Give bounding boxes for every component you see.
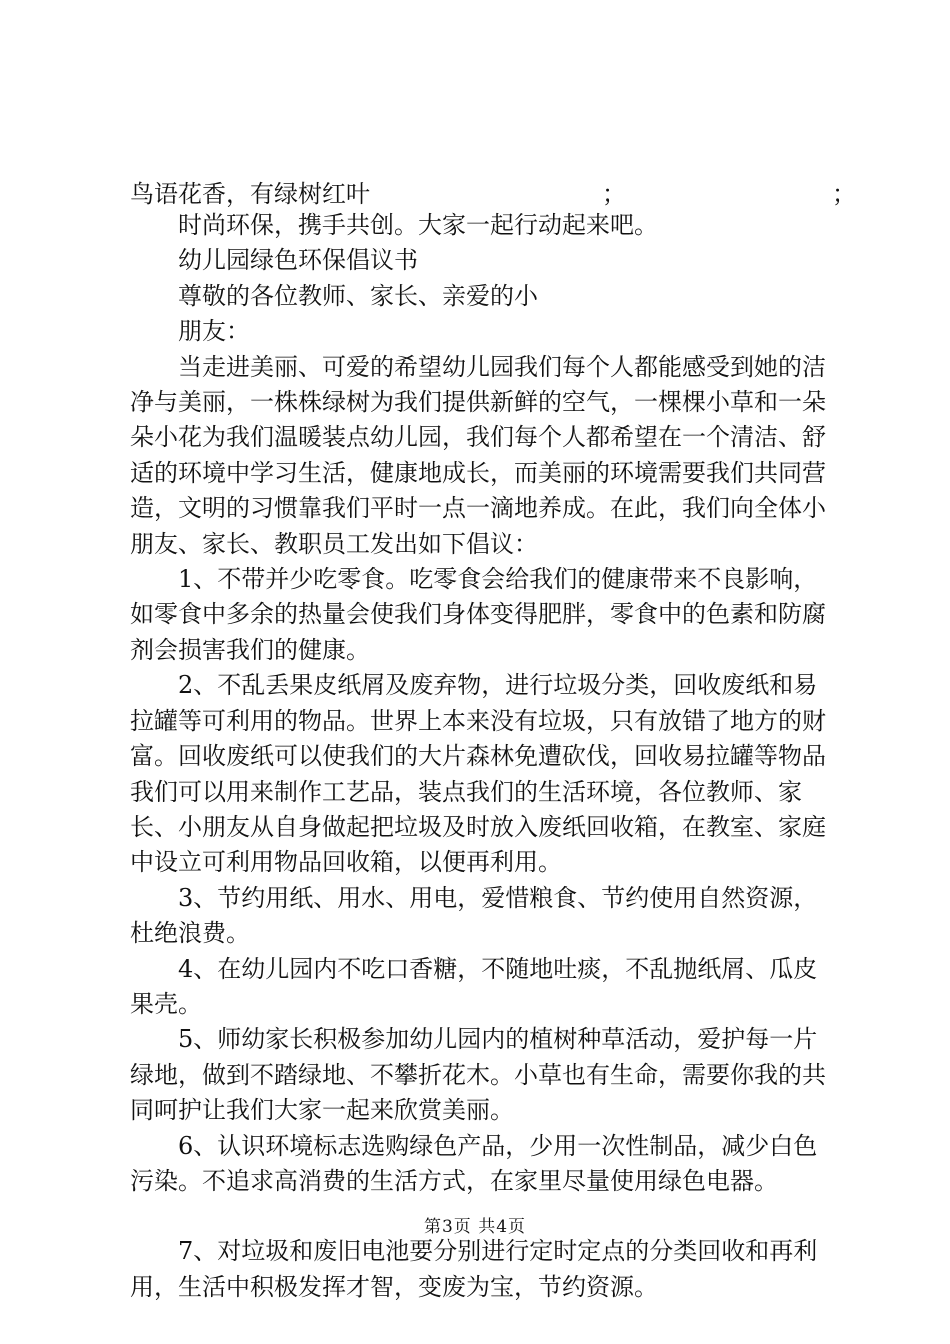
top-line-text: 鸟语花香，有绿树红叶 [130, 180, 370, 208]
opening-paragraph: 当走进美丽、可爱的希望幼儿园我们每个人都能感受到她的洁净与美丽，一株株绿树为我们提供新鲜的空气，一棵棵小草和一朵朵小花为我们温暖装点幼儿园，我们每个人都希望在一个清洁、舒适的环境中学习生活，健康地成长，而美丽的环境需要我们共同营造，文明的习惯靠我们平时一点一滴地养成。在此，我们向全体小朋友、家长、教职员工发出如下倡议： [130, 352, 826, 558]
proposal-6: 6、认识环境标志选购绿色产品，少用一次性制品，减少白色污染。不追求高消费的生活方式，在家里尽量使用绿色电器。 [130, 1131, 818, 1195]
document-body [130, 208, 830, 1305]
proposal-7: 7、对垃圾和废旧电池要分别进行定时定点的分类回收和再利用，生活中积极发挥才智，变废为宝，节约资源。 [130, 1237, 818, 1301]
document-title: 幼儿园绿色环保倡议书 [178, 246, 418, 275]
intro-line: 时尚环保，携手共创。大家一起行动起来吧。 [178, 211, 658, 239]
proposal-1: 1、不带并少吃零食。吃零食会给我们的健康带来不良影响，如零食中多余的热量会使我们身体变得肥胖，零食中的色素和防腐剂会损害我们的健康。 [130, 565, 826, 664]
proposal-3: 3、节约用纸、用水、用电，爱惜粮食、节约使用自然资源，杜绝浪费。 [130, 883, 818, 948]
top-line-semicolon-2: ； [832, 180, 856, 208]
proposal-5: 5、师幼家长积极参加幼儿园内的植树种草活动，爱护每一片绿地，做到不踏绿地、不攀折花木。小草也有生命，需要你我的共同呵护让我们大家一起来欣赏美丽。 [130, 1025, 826, 1125]
salutation-line-1: 尊敬的各位教师、家长、亲爱的小 [178, 281, 538, 310]
proposal-4: 4、在幼儿园内不吃口香糖，不随地吐痰，不乱抛纸屑、瓜皮果壳。 [130, 954, 818, 1018]
top-line-semicolon-1: ； [602, 180, 626, 208]
proposal-2: 2、不乱丢果皮纸屑及废弃物，进行垃圾分类，回收废纸和易拉罐等可利用的物品。世界上本来没有垃圾，只有放错了地方的财富。回收废纸可以使我们的大片森林免遭砍伐，回收易拉罐等物品我们可以用来制作工艺品，装点我们的生活环境，各位教师、家长、小朋友从自身做起把垃圾及时放入废纸回收箱，在教室、家庭中设立可利用物品回收箱，以便再利用。 [130, 671, 826, 877]
salutation-line-2: 朋友： [178, 317, 250, 346]
page-footer: 第3页 共4页 [423, 1217, 527, 1237]
